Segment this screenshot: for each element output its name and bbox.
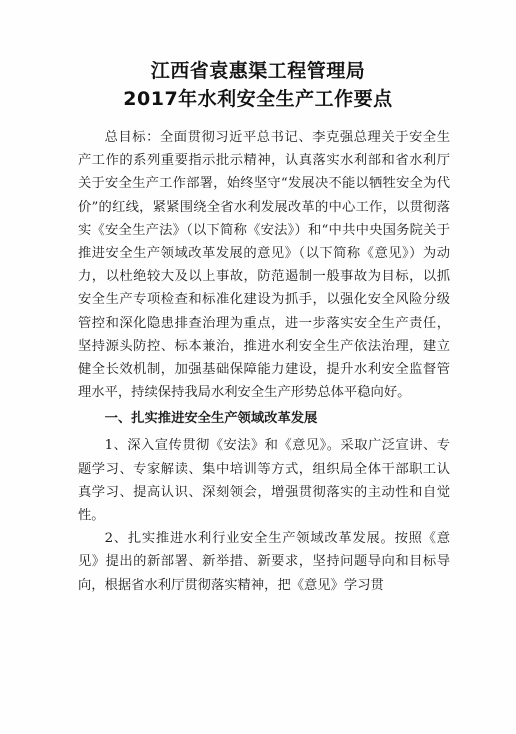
intro-paragraph: 总目标：全面贯彻习近平总书记、李克强总理关于安全生产工作的系列重要指示批示精神，认真落实水利部和省水利厅关于安全生产工作部署，始终坚守“发展决不能以牺牲安全为代价”的红线，紧紧围绕全省水利发展改革的中心工作，以贯彻落实《安全生产法》（以下简称《安法》）和“中共中央国务院关于推进安全生产领域改革发展的意见》（以下简称《意见》）为动力，以杜绝较大及以上事故，防范遏制一般事故为目标，以抓安全生产专项检查和标准化建设为抓手，以强化安全风险分级管控和深化隐患排查治理为重点，进一步落实安全生产责任，坚持源头防控、标本兼治，推进水利安全生产依法治理，建立健全长效机制，加强基础保障能力建设，提升水利安全监督管理水平，持续保持我局水利安全生产形势总体平稳向好。 — [78, 130, 450, 401]
list-item-2: 2、扎实推进水利行业安全生产领域改革发展。按照《意见》提出的新部署、新举措、新要求，坚持问题导向和目标导向，根据省水利厅贯彻落实精神，把《意见》学习贯 — [78, 531, 450, 593]
section-heading-1: 一、扎实推进安全生产领域改革发展 — [104, 411, 318, 427]
document-title-line2: 2017年水利安全生产工作要点 — [123, 88, 393, 110]
document-body — [78, 126, 450, 597]
list-item-1: 1、深入宣传贯彻《安法》和《意见》。采取广泛宣讲、专题学习、专家解读、集中培训等方式，组织局全体干部职工认真学习、提高认识、深刻领会，增强贯彻落实的主动性和自觉性。 — [78, 438, 450, 524]
document-title-line1: 江西省袁惠渠工程管理局 — [150, 60, 366, 82]
